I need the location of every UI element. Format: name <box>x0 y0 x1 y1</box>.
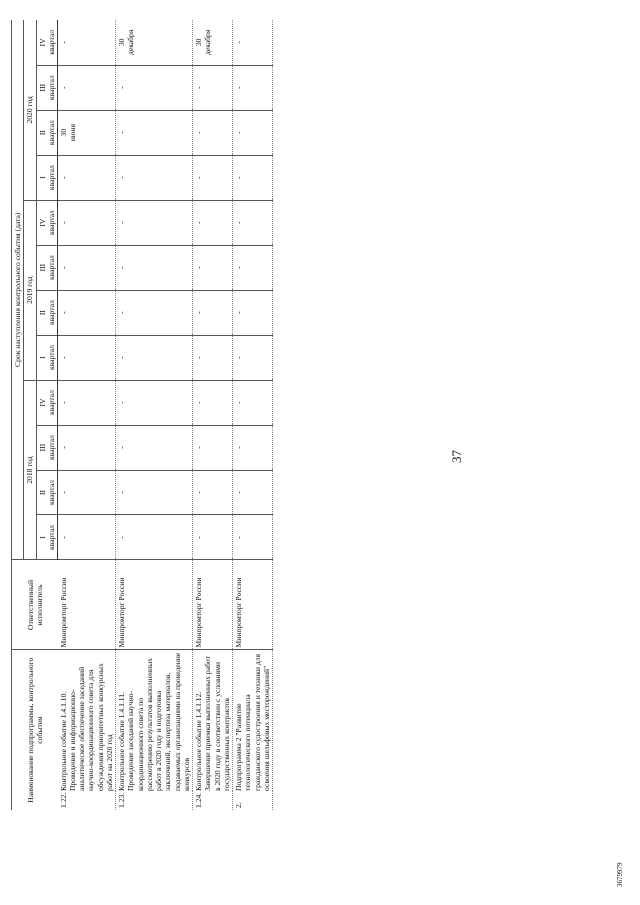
row-number: 1.22. <box>58 791 116 810</box>
quarter-date-cell: - <box>233 200 273 245</box>
quarter-header: I квартал <box>36 335 58 380</box>
header-name-column: Наименование подпрограммы, контрольного события <box>12 650 58 810</box>
quarter-date-cell: - <box>58 155 116 200</box>
quarter-header: II квартал <box>36 110 58 155</box>
quarter-date-cell: - <box>58 380 116 425</box>
quarter-header: III квартал <box>36 425 58 470</box>
responsible-executor: Минпромторг России <box>116 560 193 650</box>
header-year-2018: 2018 год <box>24 380 36 560</box>
quarter-date-cell: - <box>116 470 193 515</box>
quarter-date-cell: - <box>116 200 193 245</box>
quarter-header: IV квартал <box>36 20 58 65</box>
event-name: Подпрограмма 2 "Развитие технологического потенциала гражданского судостроения и техники для освоения шельфовых месторождений" <box>233 650 273 791</box>
quarter-date-cell: - <box>193 245 233 290</box>
schedule-table <box>11 20 273 810</box>
page-number: 37 <box>449 450 464 463</box>
quarter-date-cell: - <box>116 155 193 200</box>
quarter-date-cell: 30 июня <box>58 110 116 155</box>
quarter-date-cell: - <box>233 515 273 560</box>
quarter-header: II квартал <box>36 470 58 515</box>
quarter-date-cell: 30 декабря <box>193 20 233 65</box>
header-year-2020: 2020 год <box>24 20 36 200</box>
quarter-date-cell: - <box>193 380 233 425</box>
table-row <box>193 20 233 810</box>
quarter-date-cell: - <box>116 65 193 110</box>
quarter-date-cell: - <box>193 425 233 470</box>
header-year-2019: 2019 год <box>24 200 36 380</box>
quarter-date-cell: - <box>116 335 193 380</box>
quarter-date-cell: - <box>233 380 273 425</box>
row-number: 1.23. <box>116 791 193 810</box>
quarter-header: III квартал <box>36 65 58 110</box>
quarter-date-cell: - <box>193 65 233 110</box>
row-number: 1.24. <box>193 791 233 810</box>
event-name: Контрольное событие 1.4.1.12. Завершение приемки выполненных работ в 2020 году в соответствии с условиями государственных контрактов <box>193 650 233 791</box>
quarter-header: III квартал <box>36 245 58 290</box>
responsible-executor: Минпромторг России <box>233 560 273 650</box>
quarter-date-cell: - <box>193 200 233 245</box>
quarter-date-cell: - <box>116 425 193 470</box>
quarter-date-cell: - <box>193 515 233 560</box>
quarter-header: IV квартал <box>36 200 58 245</box>
quarter-date-cell: - <box>233 65 273 110</box>
quarter-date-cell: - <box>58 65 116 110</box>
table-row <box>116 20 193 810</box>
quarter-date-cell: - <box>58 515 116 560</box>
quarter-date-cell: - <box>116 380 193 425</box>
quarter-date-cell: - <box>233 335 273 380</box>
quarter-date-cell: - <box>116 290 193 335</box>
header-responsible-column: Ответственный исполнитель <box>12 560 58 650</box>
quarter-header: I квартал <box>36 515 58 560</box>
quarter-date-cell: - <box>58 245 116 290</box>
quarter-date-cell: - <box>58 470 116 515</box>
quarter-date-cell: - <box>193 335 233 380</box>
quarter-date-cell: - <box>193 470 233 515</box>
document-id: 3679979 <box>616 862 624 887</box>
quarter-date-cell: - <box>233 110 273 155</box>
quarter-date-cell: - <box>58 335 116 380</box>
event-name: Контрольное событие 1.4.1.11. Проведение заседаний научно-координационного совета по рассмотрению результатов выполненных работ в 2020 году и подготовка заключений, экспертиза материалов, подаваемых организациями на проведение конкурсов <box>116 650 193 791</box>
quarter-header: IV квартал <box>36 380 58 425</box>
table-row <box>58 20 116 810</box>
quarter-date-cell: - <box>233 155 273 200</box>
quarter-date-cell: - <box>116 515 193 560</box>
quarter-date-cell: - <box>58 290 116 335</box>
quarter-date-cell: 30 декабря <box>116 20 193 65</box>
quarter-header: II квартал <box>36 290 58 335</box>
quarter-date-cell: - <box>233 290 273 335</box>
quarter-header: I квартал <box>36 155 58 200</box>
table-row <box>233 20 273 810</box>
table-body <box>58 20 273 810</box>
quarter-date-cell: - <box>193 155 233 200</box>
quarter-date-cell: - <box>58 425 116 470</box>
event-name: Контрольное событие 1.4.1.10. Проведение и информационно-аналитическое обеспечение заседаний научно-координационного совета для обсуждения приоритетных конкурсных работ на 2020 год <box>58 650 116 791</box>
quarter-date-cell: - <box>58 200 116 245</box>
quarter-date-cell: - <box>233 470 273 515</box>
quarter-date-cell: - <box>193 290 233 335</box>
quarter-date-cell: - <box>233 245 273 290</box>
quarter-date-cell: - <box>233 425 273 470</box>
quarter-date-cell: - <box>116 110 193 155</box>
quarter-date-cell: - <box>58 20 116 65</box>
responsible-executor: Минпромторг России <box>58 560 116 650</box>
quarter-date-cell: - <box>116 245 193 290</box>
responsible-executor: Минпромторг России <box>193 560 233 650</box>
quarter-date-cell: - <box>233 20 273 65</box>
quarter-date-cell: - <box>193 110 233 155</box>
header-deadline-column: Срок наступления контрольного события (дата) <box>12 20 24 560</box>
row-number: 2. <box>233 791 273 810</box>
